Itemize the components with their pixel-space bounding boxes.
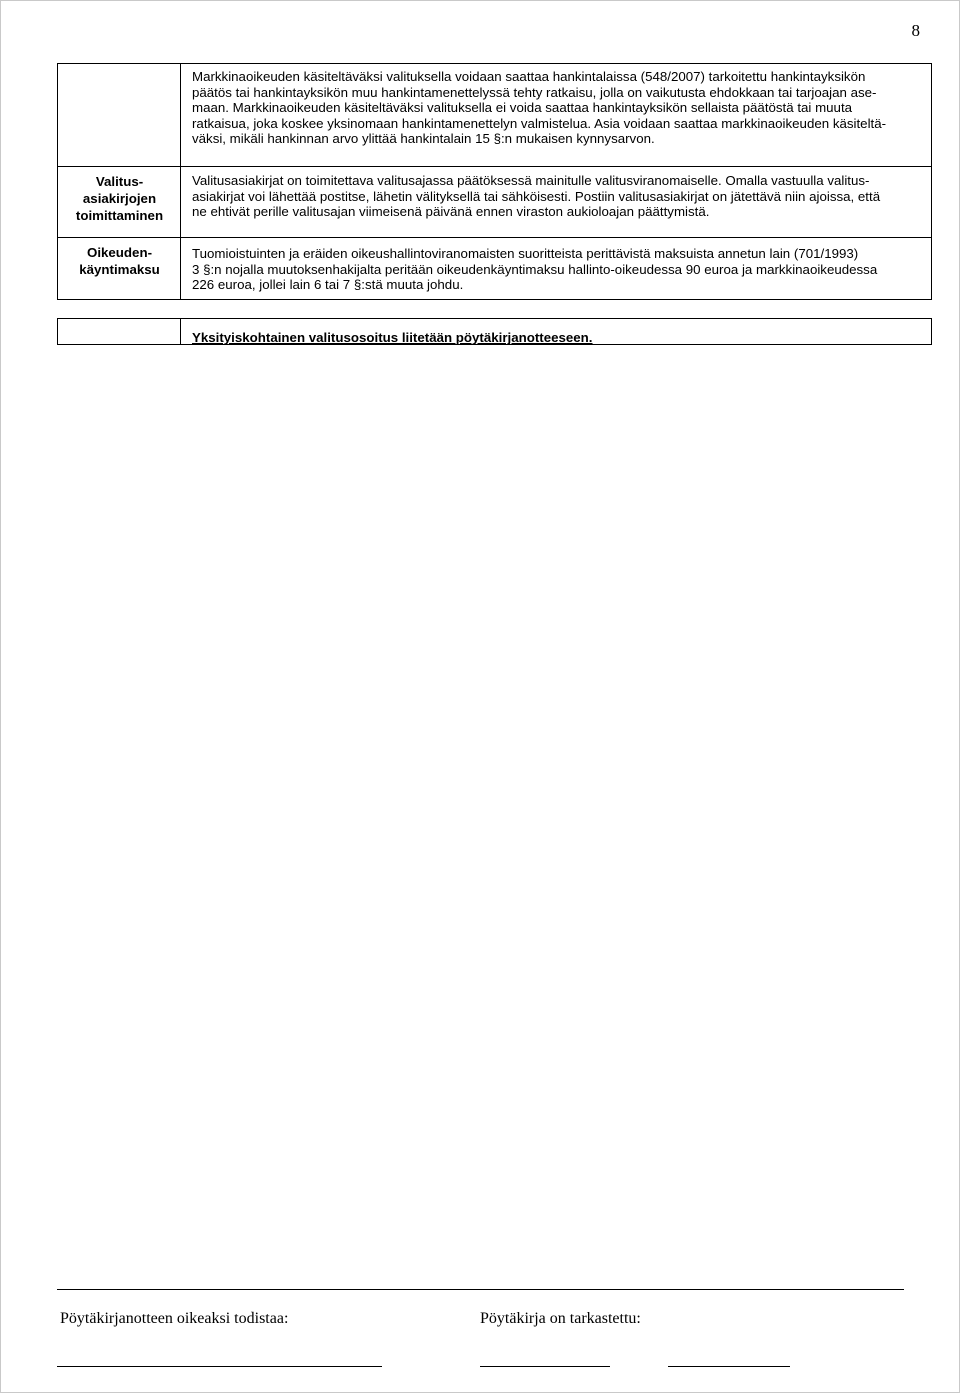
- certifier-signature-line: [57, 1366, 382, 1367]
- court-fee-text: [192, 246, 915, 293]
- text-line: väksi, mikäli hankinnan arvo ylittää hankintalain 15 §:n mukaisen kynnysarvon.: [192, 131, 655, 146]
- court-fee-section: [57, 237, 932, 300]
- checker-signature-line-1: [480, 1366, 610, 1367]
- checked-label: Pöytäkirja on tarkastettu:: [480, 1310, 641, 1327]
- certified-label: Pöytäkirjanotteen oikeaksi todistaa:: [60, 1310, 289, 1327]
- text-line: asiakirjat voi lähettää postitse, lähetin välityksellä tai sähköisesti. Postiin valitusasiakirjat on jätettävä niin ajoissa, että: [192, 188, 881, 204]
- label-column: [58, 319, 181, 344]
- notice-text: Yksityiskohtainen valitusosoitus liitetään pöytäkirjanotteeseen.: [192, 330, 593, 345]
- checker-signature-line-2: [668, 1366, 790, 1367]
- notice-box: [57, 318, 932, 345]
- text-line: ratkaisua, joka koskee yksinomaan hankintamenettelyn valmistelua. Asia voidaan saattaa markkinaoikeuden käsiteltä-: [192, 115, 887, 131]
- text-line: maan. Markkinaoikeuden käsiteltäväksi valituksella ei voida saattaa hankintayksikön sellaista päätöstä tai muuta: [192, 100, 853, 115]
- text-line: 3 §:n nojalla muutoksenhakijalta peritään oikeudenkäyntimaksu hallinto-oikeudessa 90 euroa ja markkinaoikeudessa: [192, 261, 878, 277]
- label-column: [58, 238, 181, 299]
- footer-rule: [57, 1289, 904, 1290]
- label-column: [58, 167, 181, 237]
- text-line: Tuomioistuinten ja eräiden oikeushallintoviranomaisten suoritteista perittävistä maksuista annetun lain (701/1993): [192, 246, 859, 261]
- market-court-section: [57, 63, 932, 167]
- delivery-text: [192, 173, 915, 220]
- text-line: ne ehtivät perille valitusajan viimeisenä päivänä ennen viraston aukioloajan päättymistä.: [192, 204, 710, 219]
- label-column: [58, 63, 181, 166]
- court-fee-label: Oikeuden- käyntimaksu: [79, 245, 160, 277]
- delivery-label: Valitus- asiakirjojen toimittaminen: [75, 174, 164, 223]
- market-court-text: [192, 69, 915, 147]
- text-line: Markkinaoikeuden käsiteltäväksi valituksella voidaan saattaa hankintalaissa (548/2007) tarkoitettu hankintayksikön: [192, 69, 866, 84]
- page-number: 8: [911, 21, 920, 40]
- delivery-section: [57, 166, 932, 238]
- text-line: päätös tai hankintayksikön muu hankintamenettelyssä tehty ratkaisu, jolla on vaikutusta ehdokkaan tai tarjoajan ase-: [192, 84, 877, 100]
- text-line: 226 euroa, jollei lain 6 tai 7 §:stä muuta johdu.: [192, 277, 464, 292]
- text-line: Valitusasiakirjat on toimitettava valitusajassa päätöksessä mainitulle valitusviranomaiselle. Omalla vastuulla valitus-: [192, 173, 870, 188]
